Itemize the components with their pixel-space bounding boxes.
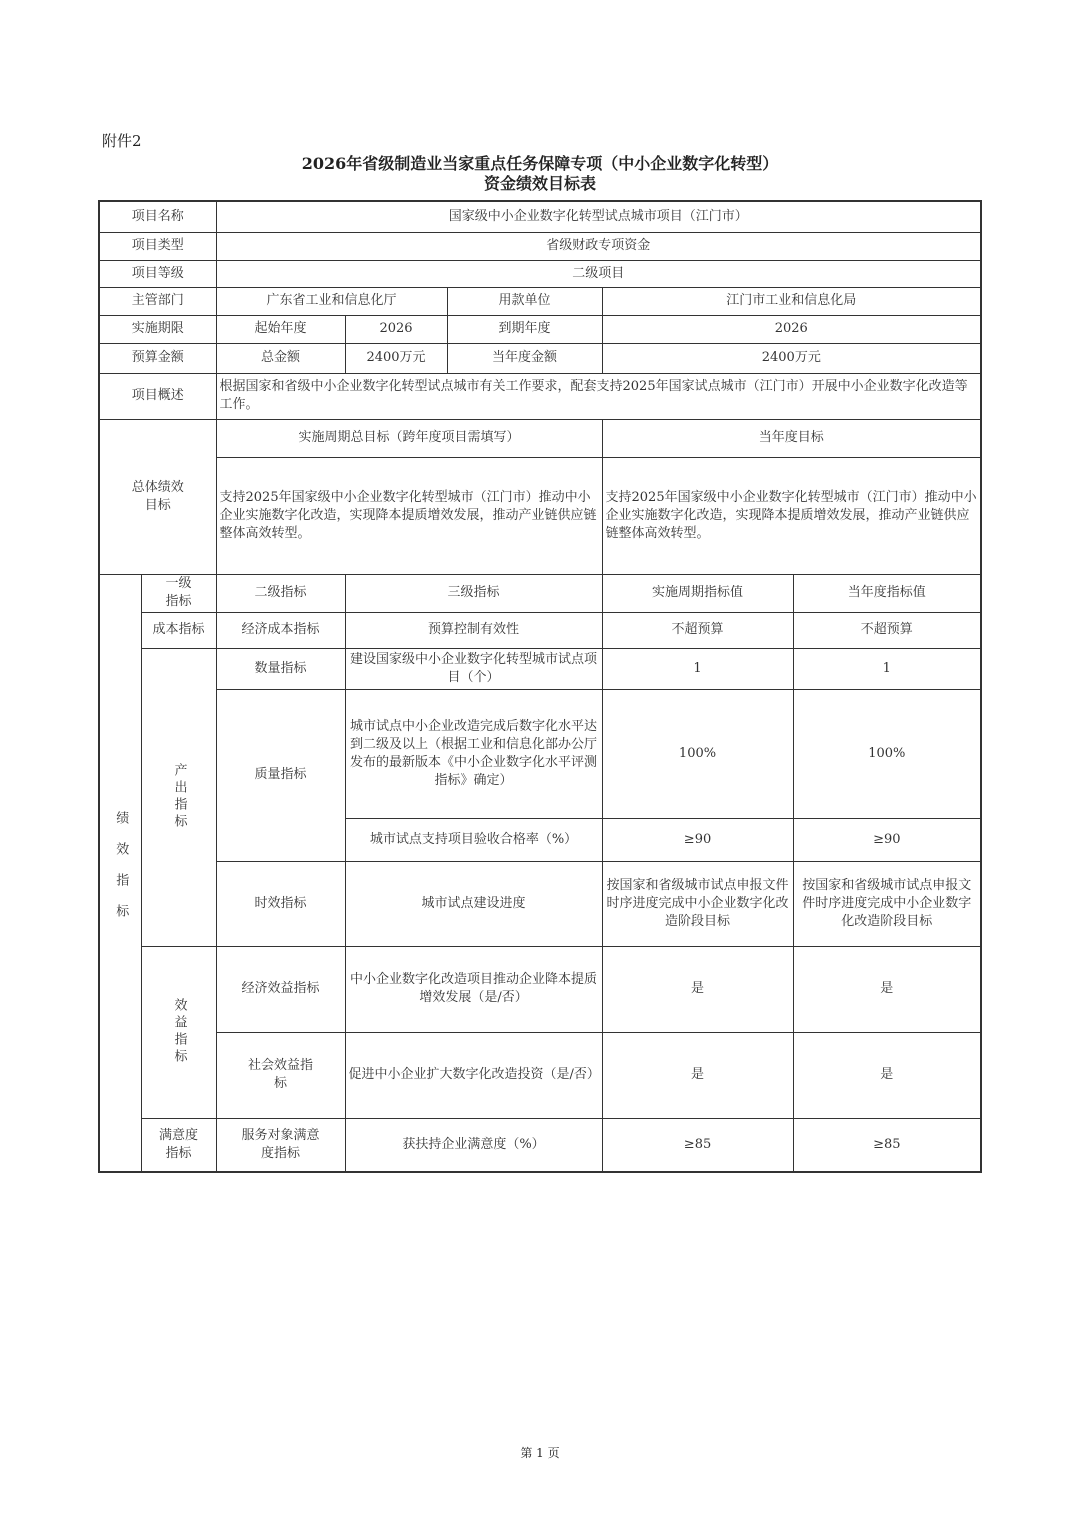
period-value: 不超预算 [602,612,793,648]
year-goal-header: 当年度目标 [602,419,981,457]
label-cell: 预算金额 [99,343,216,373]
project-level: 二级项目 [216,260,981,287]
l1-cell: 满意度指标 [141,1118,216,1172]
performance-table [98,200,982,1173]
label-cell: 用款单位 [447,287,602,315]
project-type: 省级财政专项资金 [216,232,981,260]
year-value: 1 [793,648,981,689]
l2-cell: 时效指标 [216,861,345,946]
label-cell: 项目等级 [99,260,216,287]
period-value: ≥85 [602,1118,793,1172]
year-value: 是 [793,946,981,1032]
l2-cell: 经济成本指标 [216,612,345,648]
header-cell: 实施周期指标值 [602,574,793,612]
l3-cell: 建设国家级中小企业数字化转型城市试点项目（个） [345,648,602,689]
year-value: 按国家和省级城市试点申报文件时序进度完成中小企业数字化改造阶段目标 [793,861,981,946]
l2-cell: 社会效益指标 [216,1032,345,1118]
year-value: ≥90 [793,818,981,861]
label-cell: 总体绩效目标 [99,419,216,574]
l2-cell: 数量指标 [216,648,345,689]
l3-cell: 城市试点支持项目验收合格率（%） [345,818,602,861]
label-cell: 主管部门 [99,287,216,315]
header-cell: 三级指标 [345,574,602,612]
period-value: 100% [602,689,793,818]
l1-cell: 效益指标 [141,946,216,1118]
header-cell: 一级指标 [141,574,216,612]
period-value: 按国家和省级城市试点申报文件时序进度完成中小企业数字化改造阶段目标 [602,861,793,946]
document-title: 2026年省级制造业当家重点任务保障专项（中小企业数字化转型） [301,154,779,173]
period-value: 是 [602,946,793,1032]
l1-cell: 产出指标 [141,648,216,946]
period-value: ≥90 [602,818,793,861]
document-subtitle: 资金绩效目标表 [483,174,596,193]
start-year: 2026 [345,315,447,343]
period-goal-header: 实施周期总目标（跨年度项目需填写） [216,419,602,457]
year-goal-text: 支持2025年国家级中小企业数字化转型城市（江门市）推动中小企业实施数字化改造，实现降本提质增效发展，推动产业链供应链整体高效转型。 [602,457,981,574]
label-cell: 实施期限 [99,315,216,343]
year-value: 100% [793,689,981,818]
page-number: 第 1 页 [520,1446,560,1460]
l1-cell: 成本指标 [141,612,216,648]
total-amount: 2400万元 [345,343,447,373]
label-cell: 项目类型 [99,232,216,260]
end-year: 2026 [602,315,981,343]
l2-cell: 经济效益指标 [216,946,345,1032]
attachment-label: 附件2 [102,132,142,150]
year-amount: 2400万元 [602,343,981,373]
indicators-label: 绩效指标 [99,574,141,1172]
project-overview: 根据国家和省级中小企业数字化转型试点城市有关工作要求，配套支持2025年国家试点城市（江门市）开展中小企业数字化改造等工作。 [216,373,981,419]
label-cell: 项目概述 [99,373,216,419]
label-cell: 总金额 [216,343,345,373]
label-cell: 到期年度 [447,315,602,343]
header-cell: 当年度指标值 [793,574,981,612]
user-value: 江门市工业和信息化局 [602,287,981,315]
label-cell: 当年度金额 [447,343,602,373]
l2-cell: 质量指标 [216,689,345,861]
l3-cell: 城市试点中小企业改造完成后数字化水平达到二级及以上（根据工业和信息化部办公厅发布的最新版本《中小企业数字化水平评测指标》确定） [345,689,602,818]
l3-cell: 中小企业数字化改造项目推动企业降本提质增效发展（是/否） [345,946,602,1032]
label-cell: 起始年度 [216,315,345,343]
l3-cell: 预算控制有效性 [345,612,602,648]
year-value: 是 [793,1032,981,1118]
project-name: 国家级中小企业数字化转型试点城市项目（江门市） [216,201,981,232]
period-goal-text: 支持2025年国家级中小企业数字化转型城市（江门市）推动中小企业实施数字化改造，实现降本提质增效发展，推动产业链供应链整体高效转型。 [216,457,602,574]
year-value: ≥85 [793,1118,981,1172]
dept-value: 广东省工业和信息化厅 [216,287,447,315]
year-value: 不超预算 [793,612,981,648]
l3-cell: 城市试点建设进度 [345,861,602,946]
period-value: 1 [602,648,793,689]
l2-cell: 服务对象满意度指标 [216,1118,345,1172]
header-cell: 二级指标 [216,574,345,612]
l3-cell: 促进中小企业扩大数字化改造投资（是/否） [345,1032,602,1118]
label-cell: 项目名称 [99,201,216,232]
period-value: 是 [602,1032,793,1118]
l3-cell: 获扶持企业满意度（%） [345,1118,602,1172]
